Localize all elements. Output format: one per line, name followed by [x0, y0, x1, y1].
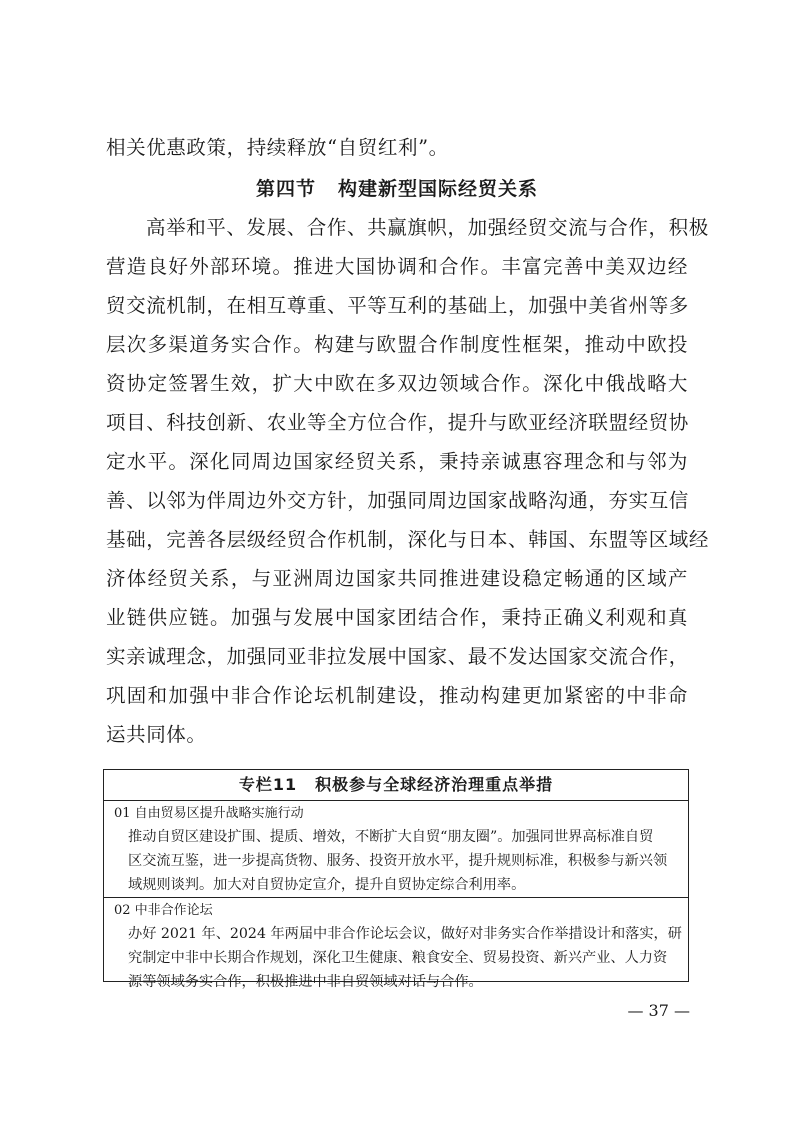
column-box: [103, 769, 689, 990]
paragraph-line: 基础，完善各层级经贸合作机制，深化与日本、韩国、东盟等区域经: [106, 528, 710, 551]
section-number: 第四节: [255, 178, 316, 200]
column-title: 积极参与全球经济治理重点举措: [315, 775, 554, 794]
paragraph-line: 资协定签署生效，扩大中欧在多双边领域合作。深化中俄战略大: [106, 372, 688, 395]
section-title: 构建新型国际经贸关系: [338, 178, 539, 200]
column-item-heading: 01 自由贸易区提升战略实施行动: [114, 806, 304, 821]
paragraph-line: 巩固和加强中非合作论坛机制建设，推动构建更加紧密的中非命: [106, 684, 688, 707]
paragraph-line: 营造良好外部环境。推进大国协调和合作。丰富完善中美双边经: [106, 255, 688, 278]
column-item: [104, 801, 688, 897]
paragraph-line: 实亲诚理念，加强同亚非拉发展中国家、最不发达国家交流合作，: [106, 645, 689, 668]
column-item-line: 究制定中非中长期合作规划，深化卫生健康、粮食安全、贸易投资、新兴产业、人力资: [128, 950, 668, 966]
column-item-line: 办好 2021 年、2024 年两届中非合作论坛会议，做好对非务实合作举措设计和落实，研: [128, 926, 682, 942]
section-heading: [106, 172, 688, 206]
column-item-line: 域规则谈判。加大对自贸协定宣介，提升自贸协定综合利用率。: [128, 877, 526, 893]
column-box-header: [104, 770, 688, 801]
column-label: 专栏11: [238, 775, 298, 794]
paragraph-line: 项目、科技创新、农业等全方位合作，提升与欧亚经济联盟经贸协: [106, 411, 689, 434]
paragraph-line: 运共同体。: [106, 723, 207, 746]
intro-line: 相关优惠政策，持续释放“自贸红利”。: [106, 136, 449, 159]
paragraph-line: 济体经贸关系，与亚洲周边国家共同推进建设稳定畅通的区域产: [106, 567, 688, 590]
paragraph-line: 高举和平、发展、合作、共赢旗帜，加强经贸交流与合作，积极: [146, 216, 709, 239]
paragraph-line: 业链供应链。加强与发展中国家团结合作，秉持正确义利观和真: [106, 606, 688, 629]
column-item-line: 推动自贸区建设扩围、提质、增效，不断扩大自贸“朋友圈”。加强同世界高标准自贸: [128, 829, 654, 845]
paragraph-line: 贸交流机制，在相互尊重、平等互利的基础上，加强中美省州等多: [106, 294, 689, 317]
column-item-heading: 02 中非合作论坛: [114, 903, 213, 918]
page-number: — 37 —: [627, 1001, 690, 1020]
paragraph-line: 善、以邻为伴周边外交方针，加强同周边国家战略沟通，夯实互信: [106, 489, 689, 512]
column-item: [104, 897, 688, 994]
column-item-line: 源等领域务实合作，积极推进中非自贸领域对话与合作。: [128, 974, 483, 990]
column-item-line: 区交流互鉴，进一步提高货物、服务、投资开放水平，提升规则标准，积极参与新兴领: [128, 853, 668, 869]
paragraph-line: 定水平。深化同周边国家经贸关系，秉持亲诚惠容理念和与邻为: [106, 450, 688, 473]
paragraph-line: 层次多渠道务实合作。构建与欧盟合作制度性框架，推动中欧投: [106, 333, 688, 356]
